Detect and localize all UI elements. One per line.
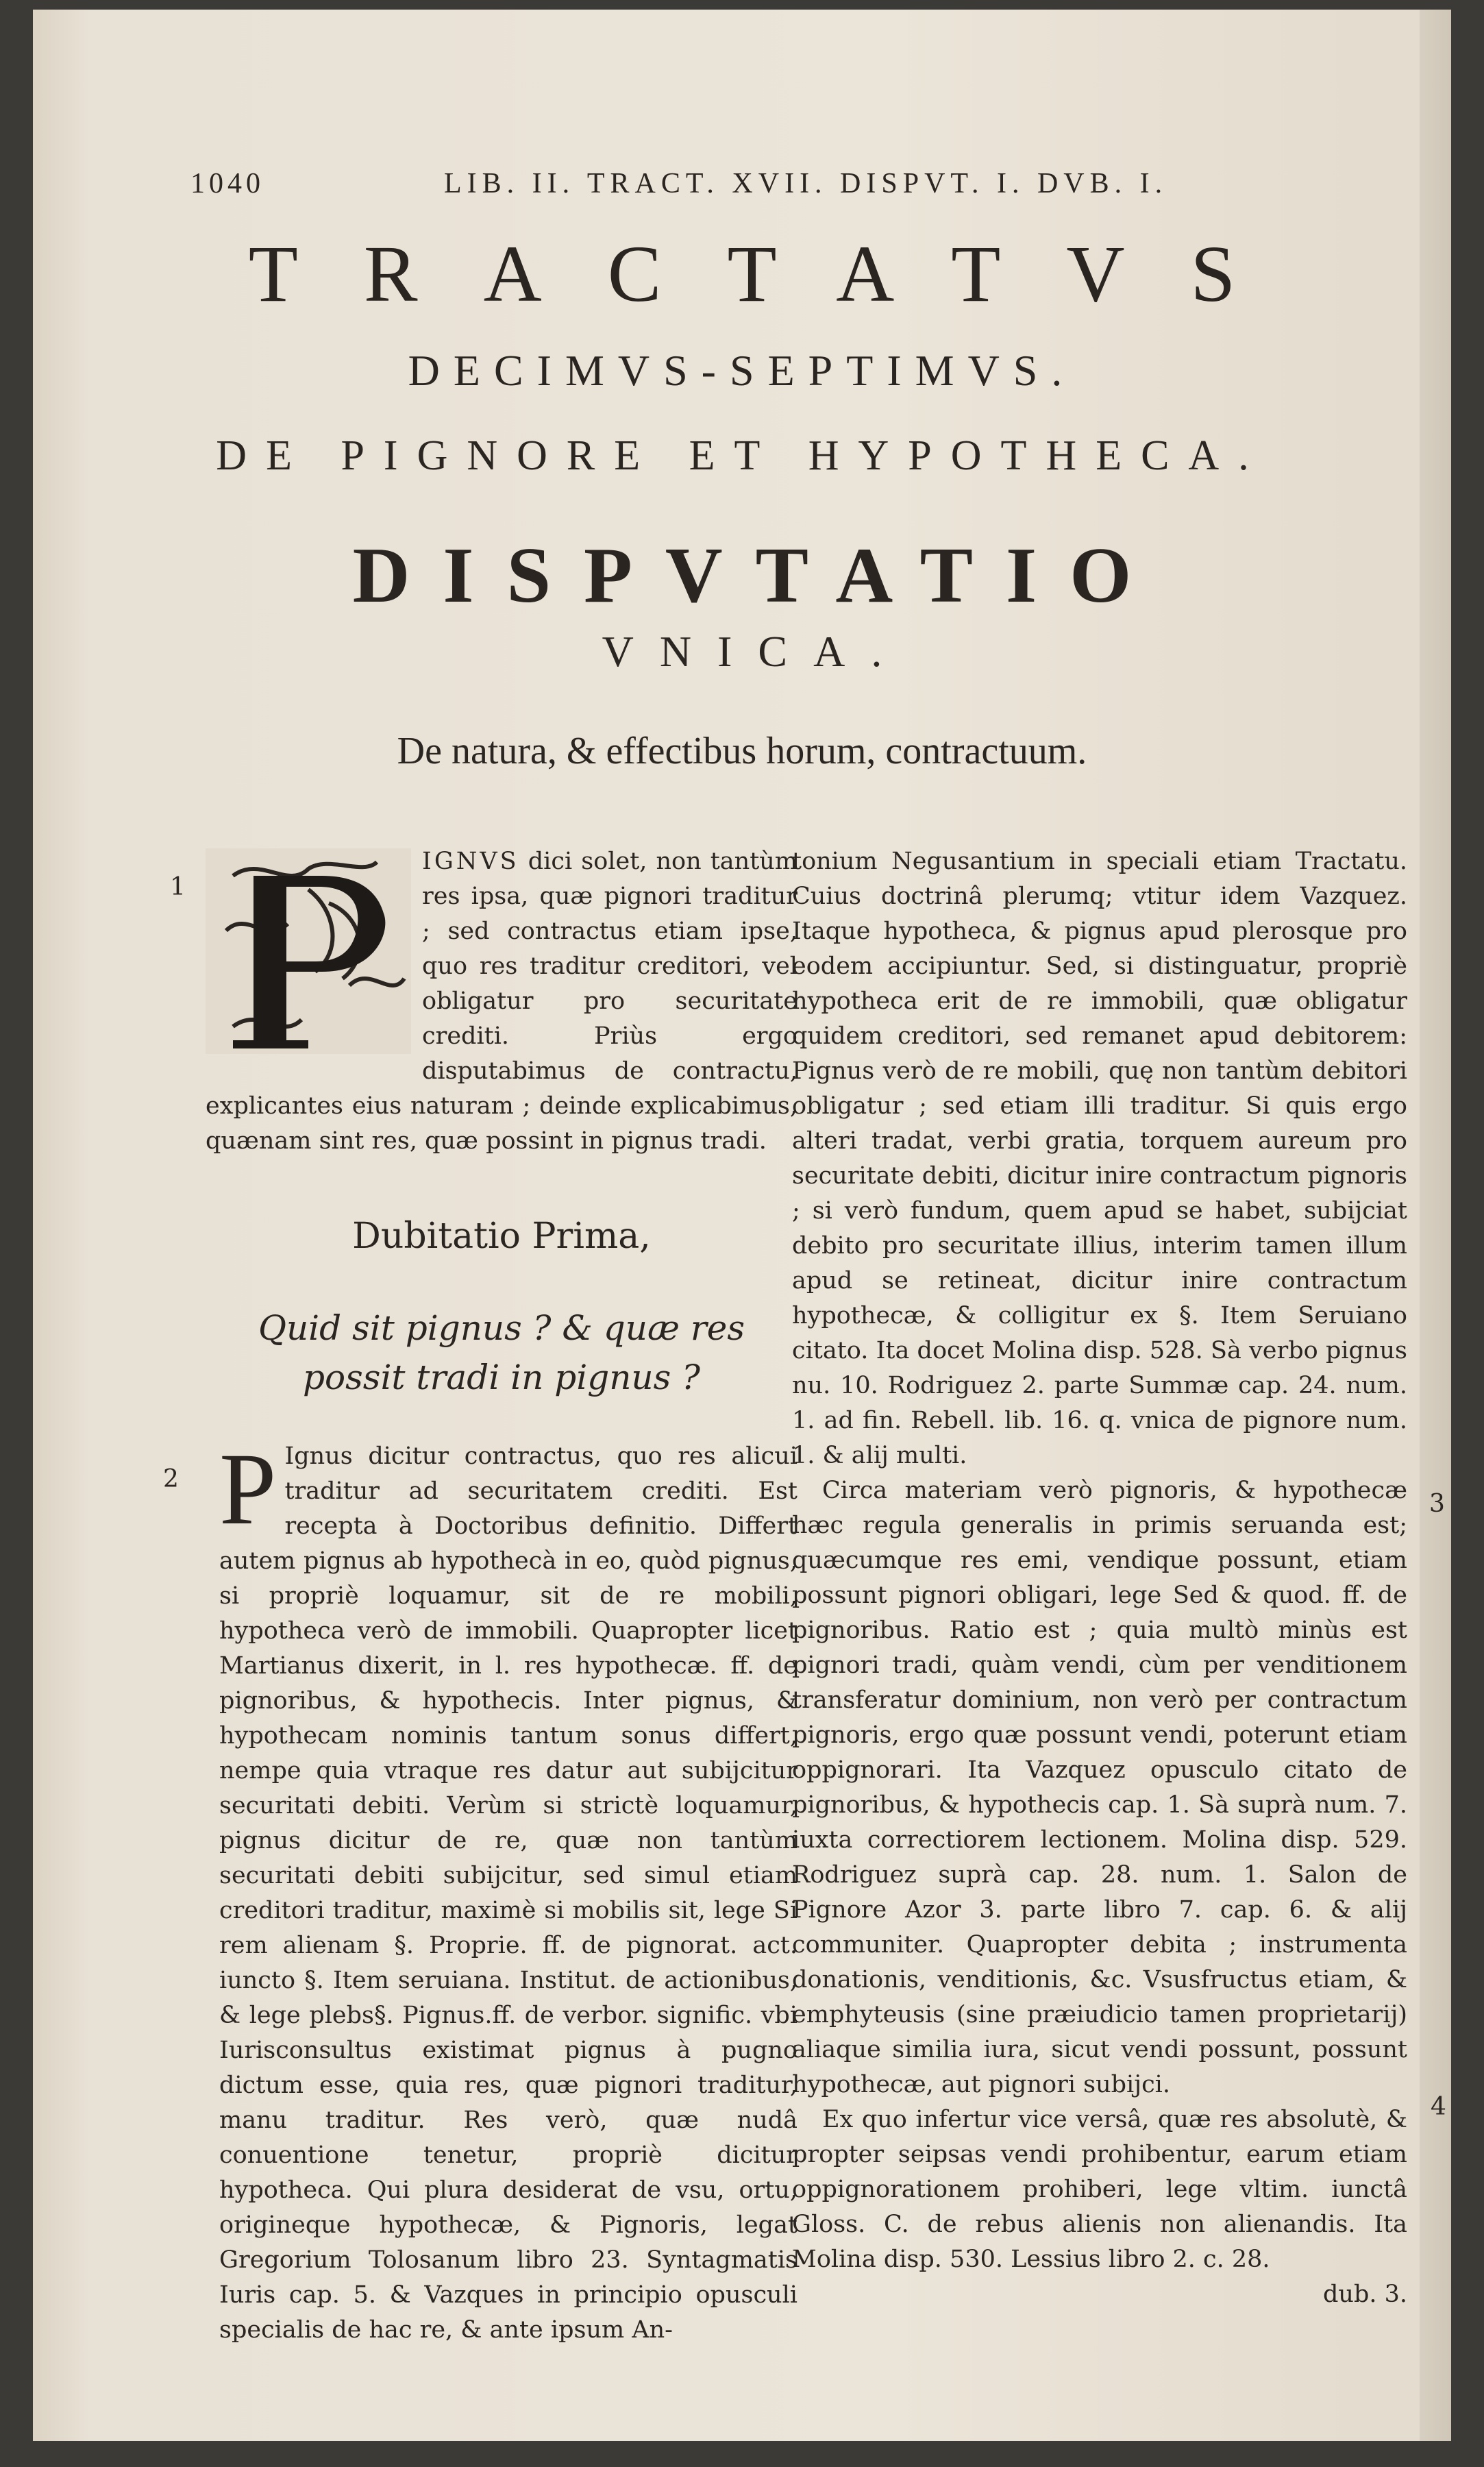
right-para-2: Circa materiam verò pignoris, & hypothecæ hæc regula generalis in primis seruanda est; quæcumque res emi, vendique possunt, etiam possunt pignori obligari, lege Sed & quod. ff. de pignoribus. Ratio est ; quia multò minùs est pignori tradi, quàm vendi, cùm per venditionem transferatur dominium, non verò per contractum pignoris, ergo quæ possunt vendi, poterunt etiam oppignorari. Ita Vazquez opusculo citato de pignoribus, & hypothecis cap. 1. Sà suprà num. 7. iuxta correctiorem lectionem. Molina disp. 529. Rodriguez suprà cap. 28. num. 1. Salon de Pignore Azor 3. parte libro 7. cap. 6. & alij communiter. Quapropter debita ; instrumenta donationis, venditionis, &c. Vsusfructus etiam, & emphyteusis (sine præiudicio tamen proprietarij) aliaque similia iura, sicut vendi possunt, possunt hypothecæ, aut pignori subijci. [792, 1477, 1407, 2098]
decorated-initial-p-icon [206, 848, 411, 1054]
left-column [206, 844, 797, 1159]
heading-tractatus: TRACTATVS [248, 229, 1302, 319]
left-para-2 [219, 1432, 797, 2348]
margin-number-2: 2 [163, 1465, 179, 1493]
heading-subject: DE PIGNORE ET HYPOTHECA. [216, 432, 1268, 479]
right-para-1: tonium Negusantium in speciali etiam Tractatu. Cuius doctrinâ plerumq; vtitur idem Vazquez. Itaque hypotheca, & pignus apud plerosque pro eodem accipiuntur. Sed, si distinguatur, propriè hypotheca erit de re immobili, quæ obligatur quidem creditori, sed remanet apud debitorem: Pignus verò de re mobili, quę non tantùm debitori obligatur ; sed etiam illi traditur. Si quis ergo alteri tradat, verbi gratia, torquem aureum pro securitate debiti, dicitur inire contractum pignoris ; si verò fundum, quem apud se habet, subijciat debito pro securitate illius, interim tamen illum apud se retineat, dicitur inire contractum hypothecæ, & colligitur ex §. Item Seruiano citato. Ita docet Molina disp. 528. Sà verbo pignus nu. 10. Rodriguez 2. parte Summæ cap. 24. num. 1. ad fin. Rebell. lib. 16. q. vnica de pignore num. 1. & alij multi. [792, 848, 1407, 1469]
para1-text: dici solet, non tantùm res ipsa, quæ pignori traditur ; sed contractus etiam ipse, quo res traditur creditori, vel obligatur pro securitate crediti. Priùs ergo disputabimus de contractu, explicantes eius naturam ; deinde explicabimus, quænam sint res, quæ possint in pignus tradi. [206, 848, 797, 1155]
margin-number-3: 3 [1429, 1490, 1445, 1518]
running-title: LIB. II. TRACT. XVII. DISPVT. I. DVB. I. [444, 168, 1168, 199]
margin-number-4: 4 [1431, 2093, 1446, 2121]
heading-ordinal: DECIMVS-SEPTIMVS. [408, 346, 1076, 395]
dubitatio-heading: Dubitatio Prima, [352, 1216, 651, 1257]
question-heading: Quid sit pignus ? & quæ res possit tradi in pignus ? [258, 1308, 745, 1397]
para2-text: Ignus dicitur contractus, quo res alicui traditur ad securitatem crediti. Est recepta à Doctoribus definitio. Differt autem pignus ab hypothecà in eo, quòd pignus, si propriè loquamur, sit de re mobili, hypotheca verò de immobili. Quapropter licet Martianus dixerit, in l. res hypothecæ. ff. de pignoribus, & hypothecis. Inter pignus, & hypothecam nominis tantum sonus differt, nempe quia vtraque res datur aut subijcitur securitati debiti. Verùm si strictè loquamur, pignus dicitur de re, quæ non tantùm securitati debiti subijcitur, sed simul etiam creditori traditur, maximè si mobilis sit, lege Si rem alienam §. Proprie. ff. de pignorat. act. iuncto §. Item seruiana. Institut. de actionibus, & lege plebs§. Pignus.ff. de verbor. signific. vbi Iurisconsultus existimat pignus à pugno dictum esse, quia res, quæ pignori traditur, manu traditur. Res verò, quæ nudâ conuentione tenetur, propriè dicitur hypotheca. Qui plura desiderat de vsu, ortu, origineque hypothecæ, & Pignoris, legat Gregorium Tolosanum libro 23. Syntagmatis Iuris cap. 5. & Vazques in principio opusculi specialis de hac re, & ante ipsum An- [219, 1443, 797, 2344]
initial-letter: P [219, 1432, 277, 1546]
margin-number-1: 1 [170, 873, 186, 901]
book-page [33, 10, 1451, 2441]
heading-unica: VNICA. [602, 627, 908, 676]
page-number: 1040 [190, 168, 264, 199]
heading-disputatio: DISPVTATIO [352, 532, 1165, 619]
right-column [792, 844, 1407, 2312]
chapter-subtitle: De natura, & effectibus horum, contractuum. [397, 730, 1087, 772]
para1-caps: IGNVS [422, 848, 519, 875]
right-para-3-end: dub. 3. [1323, 2281, 1407, 2308]
right-para-3: Ex quo infertur vice versâ, quæ res absolutè, & propter seipsas vendi prohibentur, earum etiam oppignorationem prohiberi, lege vltim. iunctâ Gloss. C. de rebus alienis non alienandis. Ita Molina disp. 530. Lessius libro 2. c. 28. [792, 2106, 1407, 2273]
